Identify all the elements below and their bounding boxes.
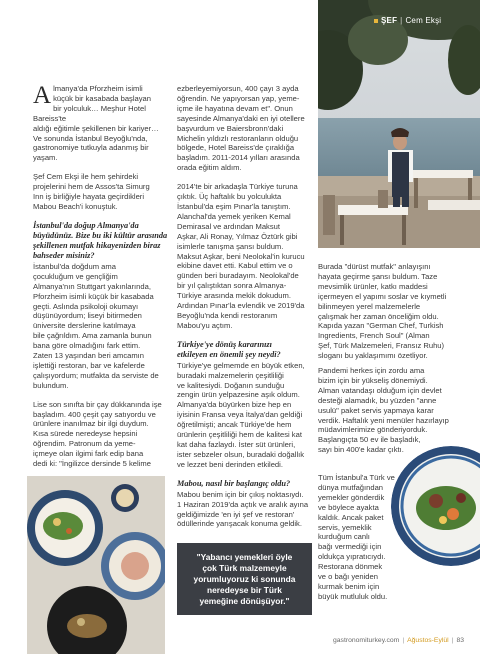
- body-paragraph: Lise son sınıfta bir çay dükkanında işe başladım. 400 çeşit çay satıyordu ve ürünlere inanılmaz bir ilgi duydum. Kısa sürede neredeyse hepsini öğrendim. Patronum da yeme- içmeye olan ilgimi fark edip bana dedi ki: "İngilizce dersinde 5 kelime: [33, 399, 162, 469]
- question-heading: Türkiye'ye dönüş kararınızı etkileyen en önemli şey neydi?: [177, 339, 281, 359]
- section-label: ŞEF: [381, 16, 398, 25]
- body-paragraph: İstanbul'da doğdum ama çocukluğum ve gençliğim Almanya'nın Stuttgart yakınlarında, Pforzheim isimli küçük bir kasabada geçti. Aslında psikoloji okumayı düşünüyordum; liseyi bitirmeden üniversite derslerine katılmaya bile çağrıldım. Ama zamanla bunun bana göre olmadığını fark ettim. Zaten 13 yaşından beri amcamın işlettiği restoran, bar ve kafelerde çalışıyordum; mutfakta da serviste de bulundum.: [33, 261, 159, 390]
- chef-restaurant-photo: [318, 0, 480, 248]
- body-paragraph: Pandemi herkes için zordu ama bizim için bir yükseliş dönemiydi. Alman vatandaşı olduğum için devlet desteği alamadık, bu yüzden "anne usulü" paket servis yapmaya karar verdik. Haftalık yeni menüler hazırlayıp müdavimlerimize gönderiyorduk. Başlangıçta 50 ev ile başladık, sayı bin 400'e kadar çıktı.: [318, 366, 449, 455]
- body-paragraph: Burada "dürüst mutfak" anlayışını hayata geçirme şansı buldum. Taze mevsimlik ürünler, katkı maddesi içermeyen el yapımı soslar ve kıymetli bilinmeyen yerel malzemelerle çalışmak her zaman önceliğim oldu. Kapıda yazan "German Chef, Turkish Ingredients, French Soul" (Alman Şef, Türk Malzemeleri, Fransız Ruhu) sloganı bu yaklaşımımı özetliyor.: [318, 262, 447, 361]
- article-column-1: [33, 84, 169, 478]
- section-header: [374, 16, 441, 25]
- body-paragraph: Tüm İstanbul'a Türk ve dünya mutfağından yemekler gönderdik ve böylece ayakta kaldık. Ancak paket servis, yemeklik kurduğum canlı bağı vermediği için oldukça yıpratıcıydı. Restorana dönmek ve o bağı yeniden kurmak benim için büyük mutluluk oldu.: [318, 473, 395, 601]
- body-paragraph: 2014'te bir arkadaşla Türkiye turuna çıktık. Üç haftalık bu yolculukta İstanbul'da eşim Pınar'la tanıştım. Alanchal'da yemek yeriken Kemal Demirasal ve ardından Maksut Aşkar, Ali Ronay, Yılmaz Öztürk gibi isimlerle tanışma şansı buldum. Maksut Aşkar, beni Neolokal'in kurucu ekibine davet etti. Kabul ettim ve o günden beri buradayım. Neolokal'de bir yıl çalıştıktan sonra Almanya- Türkiye arasında mekik dokudum. Ardından Pınar'la evlendik ve 2019'da Beyoğlu'nda kendi restoranım Mabou'yu açtım.: [177, 182, 305, 330]
- section-marker-icon: [374, 19, 378, 23]
- question-heading: Mabou, nasıl bir başlangıç oldu?: [177, 478, 291, 488]
- article-column-3-wrap: [318, 473, 396, 611]
- footer-site: gastronomiturkey.com: [332, 637, 400, 644]
- food-plates-photo: [27, 476, 165, 654]
- question-heading: İstanbul'da doğup Almanya'da büyüdünüz. Bize bu iki kültür arasında şekillenen mutfak hikayenizden biraz bahseder misiniz?: [33, 220, 168, 260]
- body-paragraph: Türkiye'ye gelmemde en büyük etken, buradaki malzemelerin çeşitliliği ve kalitesiydi. Doğanın sunduğu zengin ürün yelpazesine aşık oldum. Almanya'da büyürken bize hep en iyisinin Fransa veya İtalya'dan geldiği öğretilmişti; ancak Türkiye'de hem ürünlerin çeşitliliği hem de kalitesi kat kat daha fazlaydı. İster süt ürünleri, ister sebzeler olsun, buradaki doğallık ve lezzet beni derinden etkiledi.: [177, 360, 305, 469]
- body-paragraph: Mabou benim için bir çıkış noktasıydı. 1 Haziran 2019'da açtık ve aralık ayına geldiğimizde 'en iyi şef ve restoran' ödüllerinde yarışacak konuma geldik.: [177, 489, 309, 529]
- intro-text: lmanya'da Pforzheim isimli küçük bir kasabada başlayan bir yolculuk… Meşhur Hotel Bareiss'te aldığı eğitimle şekillenen bir kariyer… Ve sonunda İstanbul Beyoğlu'nda, gastronomiye tutkuyla adanmış bir yaşam.: [33, 84, 159, 163]
- body-paragraph: ezberleyemiyorsun, 400 çayı 3 ayda öğrendin. Ne yapıyorsan yap, yeme- içme ile hayatına devam et". Onun sayesinde Almanya'daki en iyi otellere başvurdum ve Baiersbronn'daki Michelin yıldızlı restoranların olduğu bölgede, Hotel Bareiss'de çıraklığa başladım. 2011-2014 yılları arasında orada eğitim aldım.: [177, 84, 305, 173]
- footer-issue: Ağustos-Eylül: [407, 637, 449, 644]
- footer-separator: |: [402, 637, 405, 644]
- page-number: 83: [456, 637, 464, 644]
- article-column-3: [318, 262, 450, 370]
- article-column-2: [177, 84, 312, 538]
- footer-separator: |: [451, 637, 454, 644]
- header-separator: |: [400, 16, 403, 25]
- page-footer: [333, 637, 464, 644]
- body-paragraph: Şef Cem Ekşi ile hem şehirdeki projelerini hem de Assos'ta Simurg Inn iş birliğiyle hayata geçirdikleri Mabou Beach'i konuştuk.: [33, 172, 150, 211]
- author-name: Cem Ekşi: [405, 16, 442, 25]
- drop-cap: A: [33, 82, 52, 109]
- pull-quote: "Yabancı yemekleri öyle çok Türk malzemeyle yorumluyoruz ki sonunda neredeyse bir Türk yemeğine dönüşüyor.": [177, 543, 312, 615]
- intro-paragraph: [33, 84, 169, 163]
